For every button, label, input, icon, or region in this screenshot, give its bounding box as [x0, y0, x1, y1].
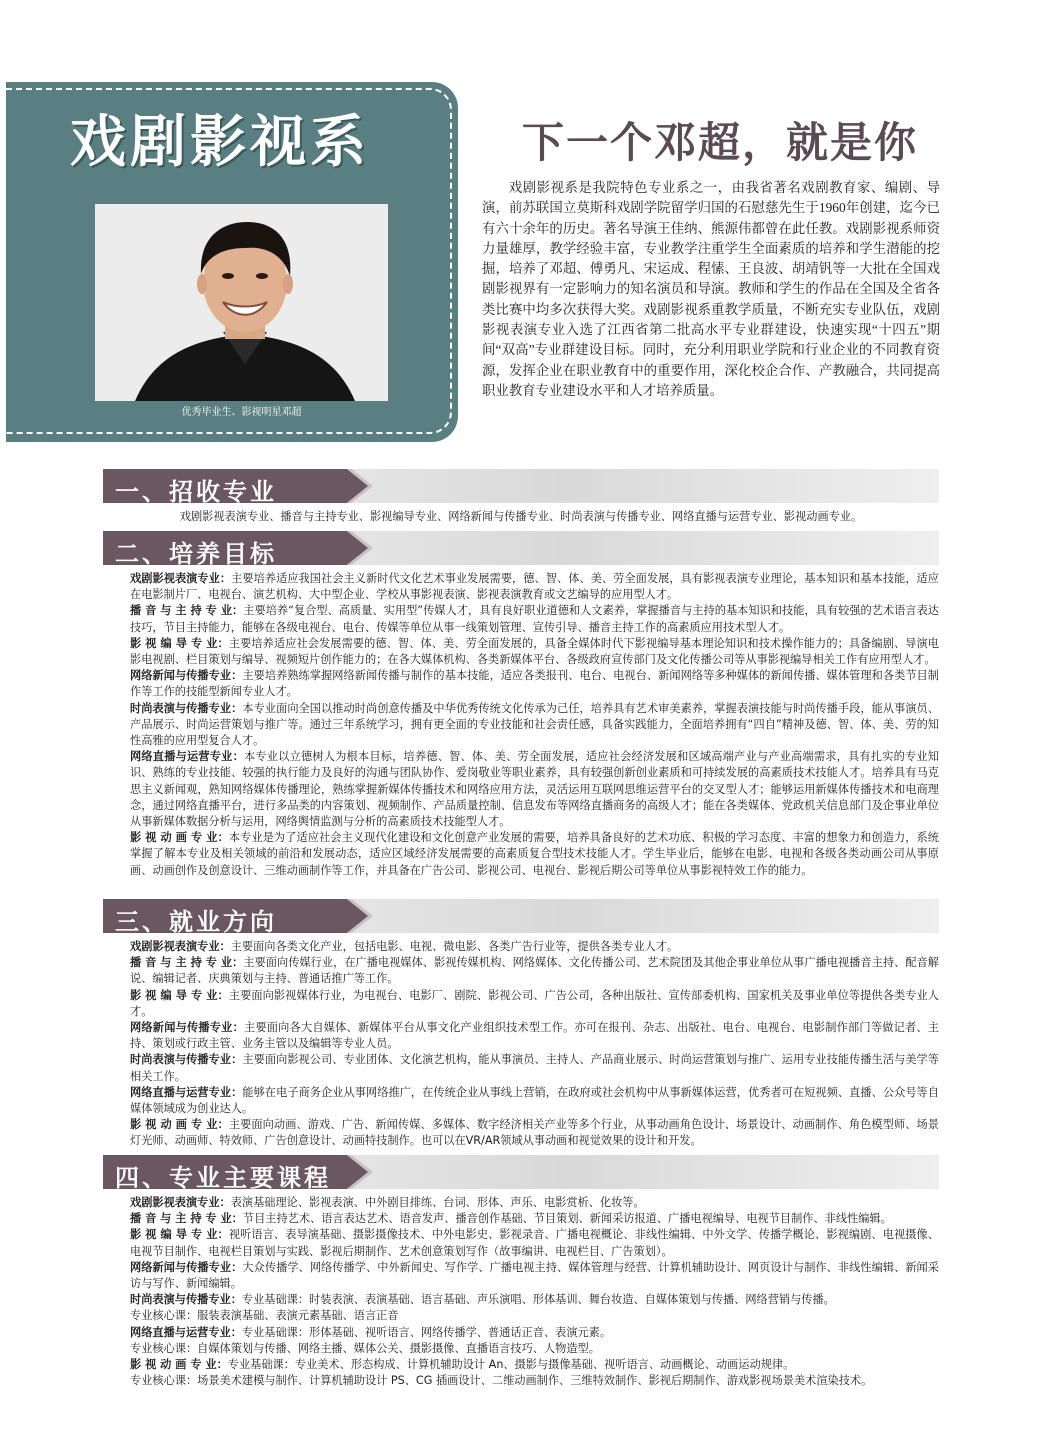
- course-item: 网络直播与运营专业：专业基础课：形体基础、视听语言、网络传播学、普通话正音、表演元素。: [130, 1325, 612, 1339]
- section-title: 一、招收专业: [115, 477, 277, 506]
- section-header-goals: [103, 531, 939, 568]
- goals-text: [103, 571, 939, 879]
- section-header-majors: [103, 469, 939, 506]
- career-item: 影 视 编 导 专 业：主要面向影视媒体行业，为电视台、电影厂、剧院、影视公司、广告公司，各种出版社、宣传部委机构、国家机关及事业单位等提供各类专业人才。: [130, 988, 939, 1018]
- dept-title: 戏剧影视系: [70, 110, 370, 175]
- course-item: 播 音 与 主 持 专 业：节目主持艺术、语言表达艺术、语音发声、播音创作基础、节目策划、新闻采访报道、广播电视编导、电视节目制作、非线性编辑。: [130, 1212, 892, 1226]
- course-core-line: 专业核心课：服装表演基础、表演元素基础、语言正音: [130, 1309, 399, 1323]
- majors-list: 戏剧影视表演专业、播音与主持专业、影视编导专业、网络新闻与传播专业、时尚表演与传播专业、网络直播与运营专业、影视动画专业。: [179, 510, 863, 523]
- goal-item: 时尚表演与传播专业：本专业面向全国以推动时尚创意传播及中华优秀传统文化传承为己任，培养具有艺术审美素养，掌握表演技能与时尚传播手段，能从事演员、产品展示、时尚运营策划与推广等。通过三年系统学习，拥有更全面的专业技能和社会责任感，具备实践能力，全面培养拥有“四自”精神及德、智、体、美、劳的知性高雅的应用型复合人才。: [130, 701, 939, 748]
- career-item: 戏剧影视表演专业：主要面向各类文化产业，包括电影、电视、微电影、各类广告行业等，提供各类专业人才。: [130, 940, 679, 953]
- goal-item: 影 视 动 画 专 业：本专业是为了适应社会主义现代化建设和文化创意产业发展的需要，培养具备良好的艺术功底、积极的学习态度、丰富的想象力和创造力，系统掌握了解本专业及相关领域的前沿和发展动态，适应区域经济发展需要的高素质复合型技术技能人才。学生毕业后，能够在电影、电视和各级各类动画公司从事原画、动画创作及创意设计、三维动画制作等工作，并具备在广告公司、影视公司、电视台、影视后期公司等单位从事影视特效工作的能力。: [130, 831, 939, 877]
- course-item: 网络新闻与传播专业：大众传播学、网络传播学、中外新闻史、写作学、广播电视主持、媒体管理与经营、计算机辅助设计、网页设计与制作、非线性编辑、新闻采访与写作、新闻编辑。: [130, 1260, 939, 1291]
- goal-item: 戏剧影视表演专业：主要培养适应我国社会主义新时代文化艺术事业发展需要，德、智、体、美、劳全面发展，具有影视表演专业理论，基本知识和基本技能，适应在电影制片厂、电视台、演艺机构、大中型企业、学校从事影视表演、影视表演教育或文艺编导的应用型人才。: [130, 572, 939, 602]
- course-item: 时尚表演与传播专业：专业基础课：时装表演、表演基础、语言基础、声乐演唱、形体基训、舞台妆造、自媒体策划与传播、网络营销与传播。: [130, 1293, 835, 1307]
- photo-caption: 优秀毕业生、影视明星邓超: [181, 407, 302, 418]
- section-header-careers: [103, 899, 939, 936]
- section-title: 二、培养目标: [115, 539, 277, 568]
- career-item: 影 视 动 画 专 业：主要面向动画、游戏、广告、新闻传媒、多媒体、数字经济相关产业等多个行业，从事动画角色设计、场景设计、动画制作、角色模型师、场景灯光师、动画师、特效师、广告创意设计、动画特技制作。也可以在VR/AR领域从事动画和视觉效果的设计和开发。: [130, 1118, 939, 1148]
- goal-item: 播 音 与 主 持 专 业：主要培养“复合型、高质量、实用型”传媒人才，具有良好职业道德和人文素养，掌握播音与主持的基本知识和技能，具有较强的艺术语言表达技巧，节目主持能力，能够在各级电视台、电台、传媒等单位从事一线策划管理、宣传引导、播音主持工作的高素质应用技术型人才。: [130, 604, 939, 634]
- section-title: 四、专业主要课程: [115, 1163, 331, 1192]
- course-item: 影 视 动 画 专 业：专业基础课：专业美术、形态构成、计算机辅助设计 An、摄影与摄像基础、视听语言、动画概论、动画运动规律。: [130, 1358, 795, 1372]
- goal-item: 网络直播与运营专业：本专业以立德树人为根本目标，培养德、智、体、美、劳全面发展，适应社会经济发展和区域高端产业与产业高端需求，具有扎实的专业知识、熟练的专业技能、较强的执行能力及良好的沟通与团队协作、爱岗敬业等职业素养，具有较强创新创业素质和可持续发展的高素质技术技能人才。培养具有马克思主义新闻观，熟知网络媒体传播理论，熟练掌握新媒体传播技术和网络应用方法，灵活运用互联网思维运营平台的交叉型人才；能够运用新媒体传播技术和电商理念，通过网络直播平台，进行多品类的内容策划、视频制作、产品质量控制、信息发布等网络直播商务的高级人才；能在各类媒体、党政机关信息部门及企事业单位从事新媒体数据分析与运用，网络舆情监测与分析的高素质技术技能型人才。: [130, 750, 939, 829]
- course-core-line: 专业核心课：自媒体策划与传播、网络主播、媒体公关、摄影摄像、直播语言技巧、人物造型。: [130, 1341, 600, 1355]
- career-item: 播 音 与 主 持 专 业：主要面向传媒行业，在广播电视媒体、影视传媒机构、网络媒体、文化传播公司、艺术院团及其他企事业单位从事广播电视播音主持、配音解说、编辑记者、庆典策划与主持、普通话推广等工作。: [130, 956, 939, 986]
- section-header-courses: [103, 1155, 939, 1192]
- slogan: 下一个邓超，就是你: [522, 118, 919, 167]
- course-item: 影 视 编 导 专 业：视听语言、表导演基础、摄影摄像技术、中外电影史、影视录音、广播电视概论、非线性编辑、中外文学、传播学概论、影视编剧、电视摄像、电视节目制作、电视栏目策划与实践、影视后期制作、艺术创意策划写作（故事编讲、电视栏目、广告策划）。: [130, 1228, 939, 1258]
- career-item: 网络新闻与传播专业：主要面向各大自媒体、新媒体平台从事文化产业组织技术型工作。亦可在报刊、杂志、出版社、电台、电视台、电影制作部门等做记者、主持、策划或行政主管、业务主管以及编辑等专业人员。: [130, 1021, 939, 1051]
- portrait-illustration: [95, 204, 388, 401]
- intro-paragraph: 戏剧影视系是我院特色专业系之一，由我省著名戏剧教育家、编剧、导演，前苏联国立莫斯科戏剧学院留学归国的石慰慈先生于1960年创建，迄今已有六十余年的历史。著名导演王佳纳、熊源伟都曾在此任教。戏剧影视系师资力量雄厚，教学经验丰富，专业教学注重学生全面素质的培养和学生潜能的挖掘，培养了邓超、傅勇凡、宋运成、程愫、王良波、胡靖钒等一大批在全国戏剧影视界有一定影响力的知名演员和导演。教师和学生的作品在全国及全省各类比赛中均多次获得大奖。戏剧影视系重教学质量，不断充实专业队伍，戏剧影视表演专业入选了江西省第二批高水平专业群建设，快速实现“十四五”期间“双高”专业群建设目标。同时，充分利用职业学院和行业企业的不同教育资源，发挥企业在职业教育中的重要作用，深化校企合作、产教融合，共同提高职业教育专业建设水平和人才培养质量。: [482, 180, 940, 398]
- course-core-line: 专业核心课：场景美术建模与制作、计算机辅助设计 PS、CG 插画设计、二维动画制作、三维特效制作、影视后期制作、游戏影视场景美术渲染技术。: [130, 1374, 873, 1388]
- section-title: 三、就业方向: [115, 907, 277, 936]
- goal-item: 网络新闻与传播专业：主要培养熟练掌握网络新闻传播与制作的基本技能，适应各类报刊、电台、电视台、新闻网络等多种媒体的新闻传播、媒体管理和各类节目制作等工作的技能型新闻专业人才。: [130, 669, 939, 699]
- graduate-photo: [95, 204, 388, 401]
- career-item: 时尚表演与传播专业：主要面向影视公司、专业团体、文化演艺机构，能从事演员、主持人、产品商业展示、时尚运营策划与推广、运用专业技能传播生活与美学等相关工作。: [130, 1053, 939, 1083]
- course-item: 戏剧影视表演专业：表演基础理论、影视表演、中外剧目排练、台词、形体、声乐、电影赏析、化妆等。: [130, 1196, 645, 1209]
- careers-text: [103, 939, 939, 1150]
- courses-text: [103, 1195, 939, 1389]
- goal-item: 影 视 编 导 专 业：主要培养适应社会发展需要的德、智、体、美、劳全面发展的，具备全媒体时代下影视编导基本理论知识和技术操作能力的；具备编剧、导演电影电视剧、栏目策划与编导、视频短片创作能力的；在各大媒体机构、各类新媒体平台、各级政府宣传部门及文化传播公司等从事影视编导相关工作有应用型人才。: [130, 636, 939, 667]
- career-item: 网络直播与运营专业：能够在电子商务企业从事网络推广，在传统企业从事线上营销，在政府或社会机构中从事新媒体运营，优秀者可在短视频、直播、公众号等自媒体领域成为创业达人。: [130, 1085, 939, 1116]
